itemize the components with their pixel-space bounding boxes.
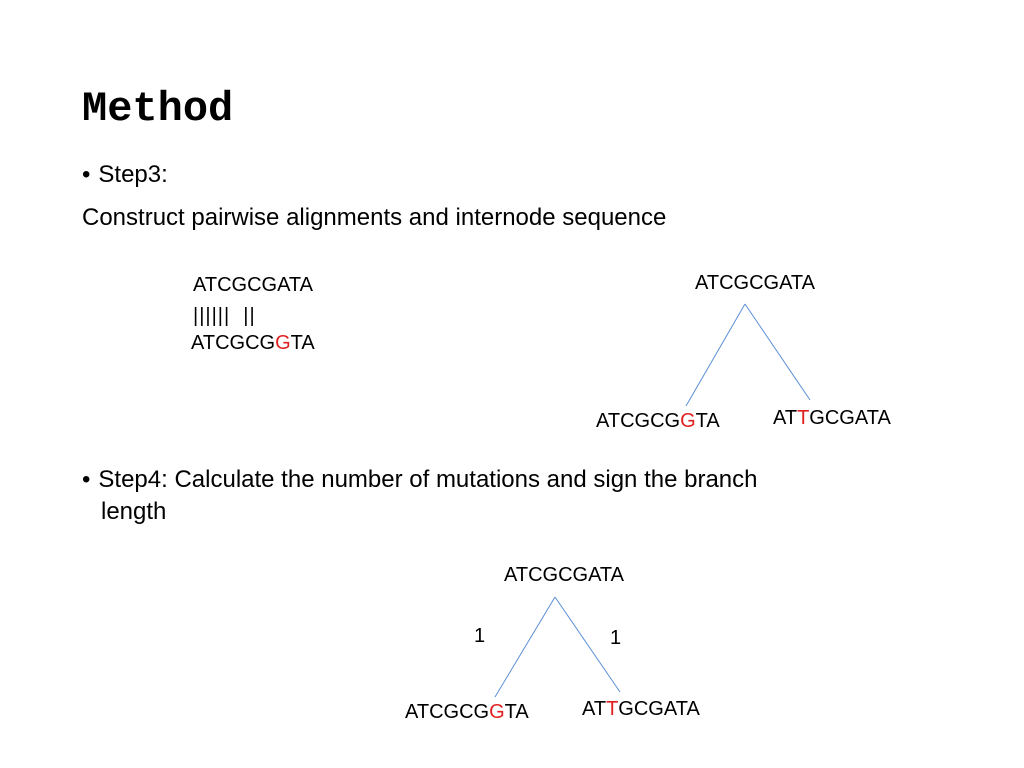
- step4-bullet: • Step4: Calculate the number of mutations and sign the branch: [82, 465, 757, 495]
- alignment-top-sequence: ATCGCGATA: [193, 274, 313, 296]
- step3-bullet: • Step3:: [82, 160, 168, 190]
- seq-suffix: TA: [504, 701, 529, 723]
- step3-right-branch: [745, 304, 810, 400]
- mutation-base: G: [489, 701, 505, 723]
- seq-suffix: GCGATA: [618, 698, 700, 720]
- step4-tree-root: ATCGCGATA: [504, 564, 624, 586]
- slide-title: Method: [82, 85, 234, 133]
- step4-bullet-continuation: length: [101, 498, 167, 525]
- mutation-base: G: [275, 332, 291, 354]
- seq-suffix: TA: [695, 410, 720, 432]
- seq-prefix: AT: [773, 407, 798, 429]
- step4-right-branch: [555, 597, 620, 692]
- step3-subtitle: Construct pairwise alignments and internode sequence: [82, 204, 667, 231]
- right-branch-length: 1: [610, 627, 622, 649]
- seq-prefix: ATCGCG: [596, 410, 681, 432]
- mutation-base: T: [606, 698, 619, 720]
- step4-left-branch: [495, 597, 555, 697]
- seq-suffix: TA: [290, 332, 315, 354]
- mutation-base: T: [797, 407, 810, 429]
- step3-tree-root: ATCGCGATA: [695, 272, 815, 294]
- left-branch-length: 1: [474, 625, 486, 647]
- alignment-match-bars: |||||| ||: [193, 305, 256, 327]
- seq-prefix: AT: [582, 698, 607, 720]
- step3-left-branch: [686, 304, 745, 406]
- seq-suffix: GCGATA: [809, 407, 891, 429]
- seq-prefix: ATCGCG: [191, 332, 276, 354]
- mutation-base: G: [680, 410, 696, 432]
- seq-prefix: ATCGCG: [405, 701, 490, 723]
